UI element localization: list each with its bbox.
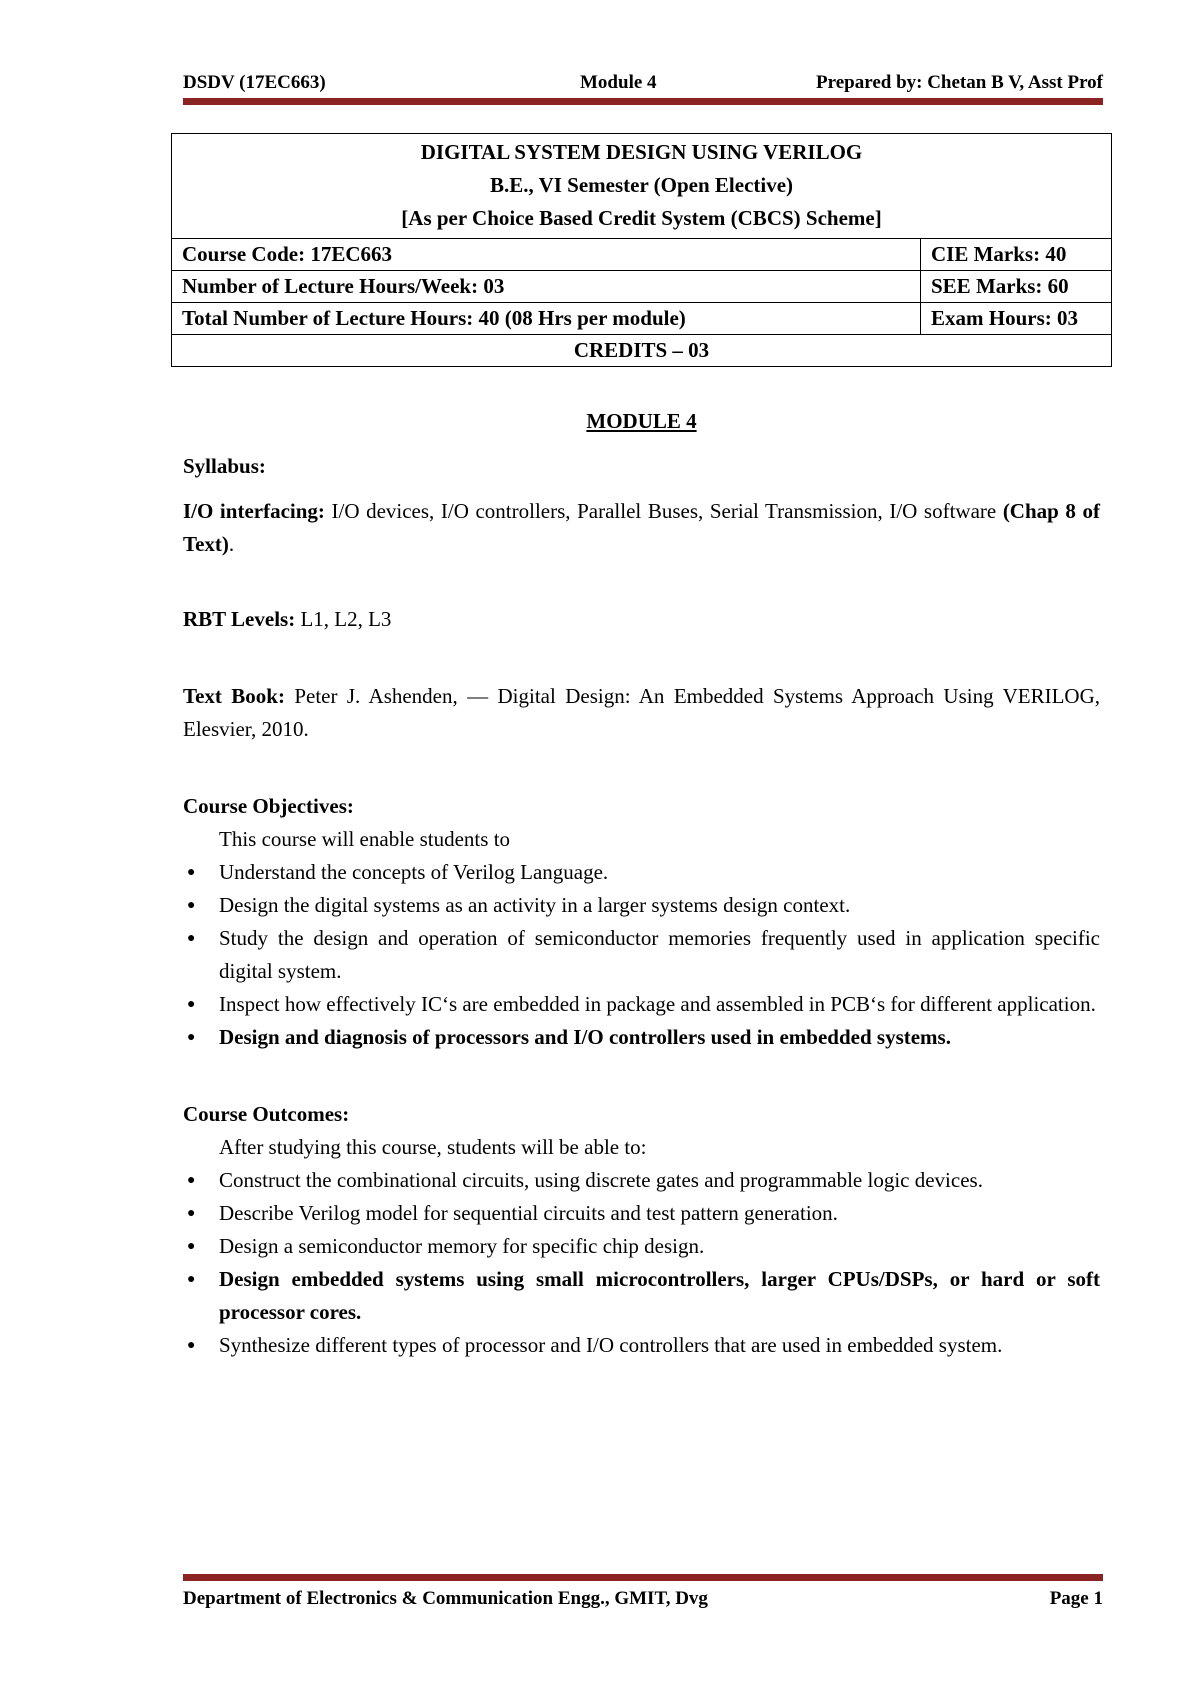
module-title: MODULE 4 — [586, 409, 697, 433]
list-item — [183, 1329, 1100, 1362]
text-book-label: Text Book: — [183, 684, 285, 708]
lecture-hours-week-cell: Number of Lecture Hours/Week: 03 — [172, 271, 921, 303]
objective-text: Study the design and operation of semiconductor memories frequently used in application specific digital system. — [219, 926, 1100, 983]
objective-text: Understand the concepts of Verilog Language. — [219, 860, 609, 884]
outcome-text: Describe Verilog model for sequential circuits and test pattern generation. — [219, 1201, 838, 1225]
list-item — [183, 1263, 1100, 1329]
syllabus-topic-text: I/O devices, I/O controllers, Parallel Buses, Serial Transmission, I/O software — [324, 499, 1003, 523]
list-item — [183, 1021, 1100, 1054]
syllabus-text — [183, 495, 1100, 561]
course-title-cell — [172, 134, 1112, 239]
objective-text: Design and diagnosis of processors and I/O controllers used in embedded systems. — [219, 1025, 951, 1049]
text-book — [183, 680, 1100, 746]
total-lecture-hours-cell: Total Number of Lecture Hours: 40 (08 Hrs per module) — [172, 303, 921, 335]
syllabus-topic-label: I/O interfacing: — [183, 499, 325, 523]
objectives-list — [183, 856, 1100, 1054]
bullet-icon: ● — [187, 865, 196, 880]
bullet-icon: ● — [187, 1030, 196, 1045]
outcomes-list — [183, 1164, 1100, 1362]
list-item — [183, 1230, 1100, 1263]
header-module: Module 4 — [580, 72, 657, 93]
outcomes-intro: After studying this course, students will be able to: — [219, 1135, 647, 1159]
table-row — [172, 303, 1112, 335]
rbt-value: L1, L2, L3 — [295, 607, 392, 631]
syllabus-chapter-ref: (Chap 8 of Text) — [183, 499, 1101, 556]
footer-rule — [183, 1574, 1103, 1581]
syllabus-period: . — [228, 532, 235, 556]
bullet-icon: ● — [187, 997, 196, 1012]
header-author: Prepared by: Chetan B V, Asst Prof — [816, 72, 1103, 93]
outcomes-heading: Course Outcomes: — [183, 1102, 350, 1126]
credits-cell: CREDITS – 03 — [172, 335, 1112, 367]
rbt-levels — [183, 603, 1100, 636]
bullet-icon: ● — [187, 1173, 196, 1188]
list-item — [183, 889, 1100, 922]
header-course-code: DSDV (17EC663) — [183, 72, 326, 93]
table-row — [172, 239, 1112, 271]
bullet-icon: ● — [187, 1239, 196, 1254]
cie-marks-cell: CIE Marks: 40 — [921, 239, 1112, 271]
page-number: Page 1 — [1049, 1588, 1103, 1609]
course-scheme: [As per Choice Based Credit System (CBCS) Scheme] — [401, 206, 882, 230]
list-item — [183, 1197, 1100, 1230]
text-book-value: Peter J. Ashenden, ― Digital Design: An Embedded Systems Approach Using VERILOG, Elesvier, 2010. — [183, 684, 1100, 741]
page-header — [183, 72, 1103, 96]
list-item — [183, 856, 1100, 889]
page-content — [183, 405, 1100, 1362]
course-title-row — [172, 134, 1112, 239]
outcome-text: Design a semiconductor memory for specific chip design. — [219, 1234, 705, 1258]
bullet-icon: ● — [187, 1206, 196, 1221]
see-marks-cell: SEE Marks: 60 — [921, 271, 1112, 303]
course-title: DIGITAL SYSTEM DESIGN USING VERILOG — [420, 140, 863, 164]
bullet-icon: ● — [187, 931, 196, 946]
syllabus-heading: Syllabus: — [183, 454, 266, 478]
bullet-icon: ● — [187, 898, 196, 913]
course-info-table — [171, 133, 1112, 367]
objectives-heading: Course Objectives: — [183, 794, 354, 818]
course-semester: B.E., VI Semester (Open Elective) — [489, 173, 794, 197]
objective-text: Design the digital systems as an activity in a larger systems design context. — [219, 893, 851, 917]
table-row — [172, 271, 1112, 303]
list-item — [183, 922, 1100, 988]
header-rule — [183, 98, 1103, 105]
footer-department: Department of Electronics & Communication Engg., GMIT, Dvg — [183, 1588, 708, 1609]
objective-text: Inspect how effectively IC‘s are embedded in package and assembled in PCB‘s for different application. — [219, 992, 1096, 1016]
rbt-label: RBT Levels: — [183, 607, 296, 631]
list-item — [183, 988, 1100, 1021]
list-item — [183, 1164, 1100, 1197]
course-code-cell: Course Code: 17EC663 — [172, 239, 921, 271]
objectives-intro: This course will enable students to — [219, 827, 511, 851]
exam-hours-cell: Exam Hours: 03 — [921, 303, 1112, 335]
outcome-text: Design embedded systems using small microcontrollers, larger CPUs/DSPs, or hard or soft processor cores. — [219, 1267, 1100, 1324]
outcome-text: Synthesize different types of processor and I/O controllers that are used in embedded system. — [219, 1333, 1003, 1357]
table-row — [172, 335, 1112, 367]
bullet-icon: ● — [187, 1272, 196, 1287]
outcome-text: Construct the combinational circuits, using discrete gates and programmable logic devices. — [219, 1168, 983, 1192]
bullet-icon: ● — [187, 1338, 196, 1353]
